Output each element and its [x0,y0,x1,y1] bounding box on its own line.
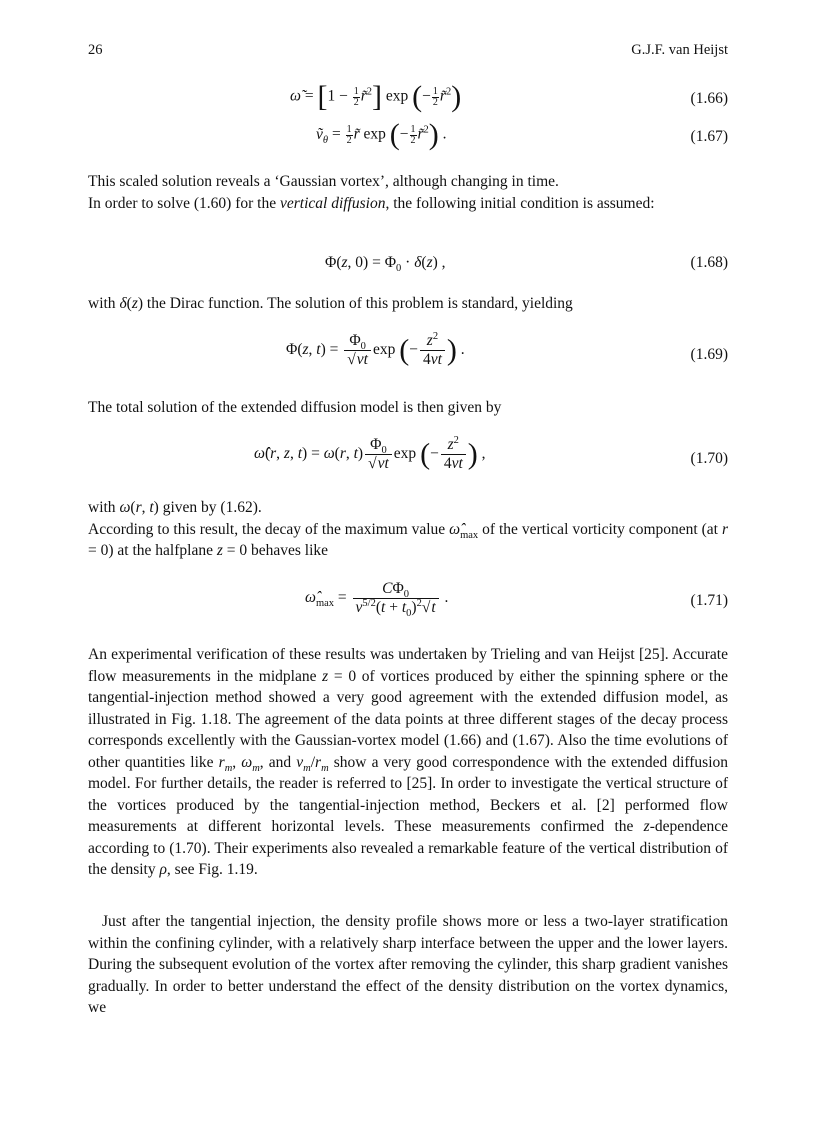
equation-1-67 [88,120,728,154]
equation-number: (1.71) [690,592,728,609]
equation-1-68 [88,254,728,276]
equation-1-68-body: Φ(z, $0) = \Phi_0 \cdot \delta(z)$ , [325,254,446,275]
equation-1-70-body: ω̂(r, z, t) = ω(r, t) $\frac{\Phi_0}{√\nu t}$ exp (− $\frac{z^2}{4\nu t}$ ) , [254,434,486,472]
paragraph: An experimental verification of these results was undertaken by Trieling and van Heijst [25]. Accurate flow measurements in the midplane z = 0 of vortices produced by either the spinning sphere or the tangential-injection method showed a very good agreement with the extended diffusion model, as illustrated in Fig. 1.18. The agreement of the data points at three different stages of the decay process corresponds excellently with the Gaussian-vortex model (1.66) and (1.67). Also the time evolutions of other quantities like $r_m$, $\omega_m$, and $v_m/r_m$ show a very good correspondence with the extended diffusion model. For further details, the reader is referred to [25]. In order to investigate the vertical structure of the vortices produced by the tangential-injection method, Beckers et al. [2] performed flow measurements at different horizontal levels. These measurements confirmed the z-dependence according to (1.70). Their experiments also revealed a remarkable feature of the vertical distribution of the density ρ, see Fig. 1.19. [88,646,729,878]
paragraph: The total solution of the extended diffusion model is then given by [88,399,502,416]
running-author: G.J.F. van Heijst [631,42,728,58]
equation-1-71-body: $\omegâ_{max}$ = $\frac{C\Phi_0}{\nu^{5/2}(t + t_0)^2√t}$ . [305,580,449,619]
equation-1-71 [88,580,728,628]
equation-1-69-body: Φ(z, t) = $\frac{\Phi_0}{√\nu t}$ exp (− $\frac{z^2}{4\nu t}$ ) . [286,330,465,368]
paragraph: This scaled solution reveals a ‘Gaussian vortex’, although changing in time. In order to solve (1.60) for the vertical diffusion, the following initial condition is assumed: [88,173,655,212]
paragraph: Just after the tangential injection, the density profile shows more or less a two-layer stratification within the confining cylinder, with a relatively sharp interface between the upper and the lower layers. During the subsequent evolution of the vortex after removing the cylinder, this sharp gradient vanishes gradually. In order to better understand the effect of the density distribution on the vortex dynamics, we [88,913,728,1016]
equation-number: (1.69) [690,346,728,363]
equation-number: (1.70) [690,450,728,467]
paragraph: with ω(r, t) given by (1.62). According to this result, the decay of the maximum value $\omegâ_{max}$ of the vertical vorticity component (at r = 0) at the halfplane z = 0 behaves like [88,499,728,559]
equation-number: (1.68) [690,254,728,271]
equation-1-69 [88,332,728,382]
page-number: 26 [88,42,103,58]
equation-1-66 [88,82,728,116]
equation-number: (1.67) [690,128,728,145]
paragraph: with δ(z) the Dirac function. The solution of this problem is standard, yielding [88,295,573,312]
equation-number: (1.66) [690,90,728,107]
equation-1-66-body: ω̃ = [1 − $\frac{1}{2}$ r̃$^2$] exp (− $\frac{1}{2}$ r̃$^2$) [290,80,462,113]
equation-1-70 [88,436,728,486]
equation-1-67-body: ṽ$_\theta$ = $\frac{1}{2}$ r̃ exp (− $\frac{1}{2}$ r̃$^2$) . [316,118,447,151]
